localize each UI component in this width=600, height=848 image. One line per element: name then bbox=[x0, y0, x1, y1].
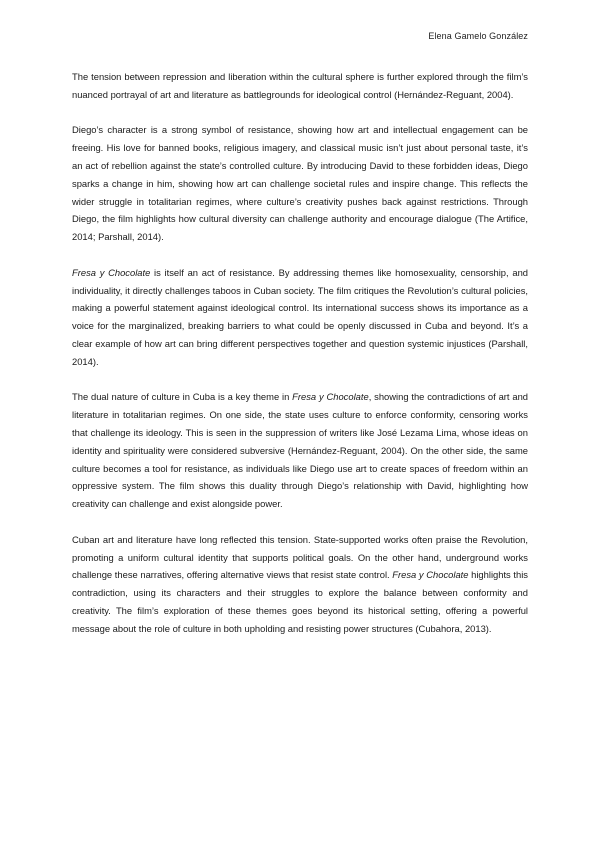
film-title: Fresa y Chocolate bbox=[392, 569, 469, 581]
film-title: Fresa y Chocolate bbox=[72, 266, 151, 278]
paragraph-text: Diego’s character is a strong symbol of resistance, showing how art and intellectual engagement can be freeing. His love for banned books, religious imagery, and classical music isn’t just about personal taste, it’s an act of rebellion against the state’s controlled culture. By introducing David to these forbidden ideas, Diego sparks a change in him, showing how art can challenge societal rules and inspire change. This reflects the wider struggle in totalitarian regimes, where culture’s creativity pushes back against restrictions. Through Diego, the film highlights how cultural diversity can challenge authority and encourage dialogue (The Artifice, 2014; Parshall, 2014). bbox=[72, 124, 528, 243]
paragraph-2 bbox=[72, 121, 528, 246]
paragraph-5 bbox=[72, 531, 528, 638]
paragraph-4 bbox=[72, 388, 528, 513]
paragraph-text: Cuban art and literature have long reflected this tension. State-supported works often praise the Revolution, promoting a uniform cultural identity that supports political goals. On the other hand, underground works challenge these narratives, offering alternative views that resist state control. bbox=[72, 533, 528, 581]
paragraph-1 bbox=[72, 68, 528, 104]
paragraph-text: , showing the contradictions of art and literature in totalitarian regimes. On one side, the state uses culture to enforce conformity, censoring works that challenge its ideology. This is seen in the suppression of writers like José Lezama Lima, whose ideas on identity and spirituality were considered subversive (Hernández-Reguant, 2004). On the other side, the same culture becomes a tool for resistance, as individuals like Diego use art to create spaces of freedom within an oppressive system. The film shows this duality through Diego’s relationship with David, highlighting how creativity can challenge and exist alongside power. bbox=[72, 391, 529, 510]
paragraph-text: highlights this contradiction, using its characters and their struggles to explore the balance between conformity and creativity. The film’s exploration of these themes goes beyond its historical setting, offering a powerful message about the role of culture in both upholding and resisting power structures (Cubahora, 2013). bbox=[72, 569, 528, 634]
film-title: Fresa y Chocolate bbox=[292, 391, 369, 403]
paragraph-text: The dual nature of culture in Cuba is a key theme in bbox=[72, 391, 293, 403]
running-header-author: Elena Gamelo González bbox=[428, 31, 528, 41]
paragraph-text: is itself an act of resistance. By addressing themes like homosexuality, censorship, and individuality, it directly challenges taboos in Cuban society. The film critiques the Revolution’s cultural policies, making a powerful statement against ideological control. Its international success shows its importance as a voice for the marginalized, breaking barriers to what could be openly discussed in Cuba and beyond. It’s a clear example of how art can bring different perspectives together and question systemic injustices (Parshall, 2014). bbox=[72, 266, 528, 367]
body-text bbox=[72, 68, 528, 655]
paragraph-text: The tension between repression and liberation within the cultural sphere is further explored through the film’s nuanced portrayal of art and literature as battlegrounds for ideological control (Hernández-Reguant, 2004). bbox=[72, 71, 528, 100]
paragraph-3 bbox=[72, 264, 528, 371]
